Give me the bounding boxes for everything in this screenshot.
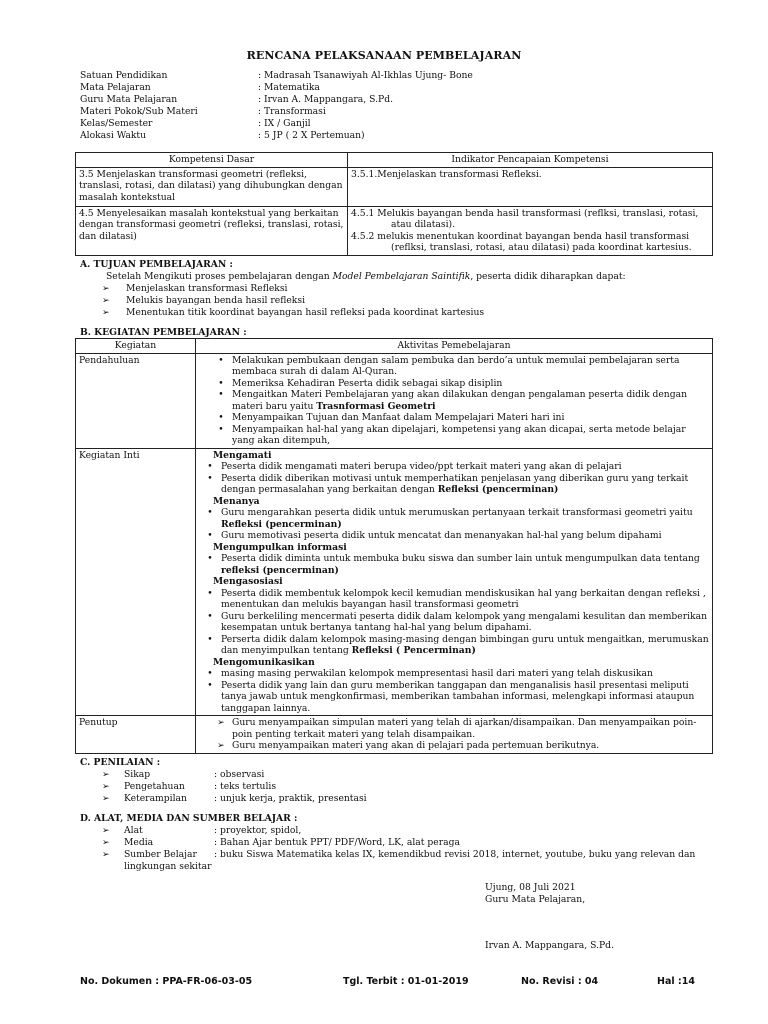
identity-value: : Madrasah Tsanawiyah Al-Ikhlas Ujung- Bone [258,70,473,81]
step-heading: Mengomunikasikan [213,656,315,668]
list-item-text: Melakukan pembukaan dengan salam pembuka dan berdo’a untuk memulai pembelajaran serta membaca surah di dalam Al-Quran. [232,354,680,377]
footer-revision: No. Revisi : 04 [521,976,599,987]
step-heading: Mengamati [213,449,272,461]
item-key: Keterampilan [124,793,187,804]
list-item [199,507,709,530]
footer-page-number: Hal :14 [657,976,695,987]
list-item-text: Guru memotivasi peserta didik untuk mencatat dan menanyakan hal-hal yang belum dipahami [221,530,662,541]
text-segment: Mengaitkan Materi Pembelajaran yang akan dilakukan dengan pengalaman peserta didik dengan materi baru yaitu [232,389,687,412]
page-title: RENCANA PELAKSANAAN PEMBELAJARAN [246,49,522,62]
phase-activities [196,448,713,716]
arrow-bullet-icon: ➢ [102,825,110,836]
bullet-icon: • [207,633,213,645]
list-item-text [232,389,709,412]
item-key: Sumber Belajar [124,849,197,860]
list-item-text [221,507,709,530]
identity-row [80,82,473,94]
ipk-cell [348,206,713,255]
signature-role: Guru Mata Pelajaran, [485,894,586,905]
item-value: : teks tertulis [214,781,277,792]
identity-key: Guru Mata Pelajaran [80,94,178,105]
section-a-heading: A. TUJUAN PEMBELAJARAN : [80,259,233,270]
intro-text: Setelah Mengikuti proses pembelajaran dengan [106,271,333,282]
list-item-text: Peserta didik yang lain dan guru memberikan tanggapan dan menganalisis hasil presentasi meliputi tanya jawab untuk mengkonfirmasi, memberikan tambahan informasi, melengkapi informasi ataupun tanggapan lainnya. [221,679,695,714]
identity-row [80,106,473,118]
list-item [199,553,709,576]
list-item [210,740,709,752]
list-item-text: Peserta didik membentuk kelompok kecil kemudian mendiskusikan hal yang berkaitan dengan refleksi , menentukan dan melukis bayangan hasil transformasi geometri [221,587,706,610]
bullet-icon: • [207,668,213,679]
list-item [102,825,695,837]
arrow-bullet-icon: ➢ [102,781,110,792]
arrow-bullet-icon: ➢ [102,837,110,848]
identity-key: Mata Pelajaran [80,82,151,93]
list-item-text: Peserta didik mengamati materi berupa video/ppt terkait materi yang akan di pelajari [221,461,622,472]
phase-activities [196,716,713,754]
item-key: Sikap [124,769,151,780]
list-item [199,611,709,634]
bullet-icon: • [207,472,213,484]
section-d-heading: D. ALAT, MEDIA DAN SUMBER BELAJAR : [80,813,298,824]
intro-text: , peserta didik diharapkan dapat: [470,271,626,282]
list-item [102,307,484,319]
section-a-intro [106,271,626,283]
item-value: : observasi [214,769,265,780]
list-item [102,283,484,295]
list-item-text: Menjelaskan transformasi Refleksi [126,283,288,294]
identity-row [80,118,473,130]
item-value: : proyektor, spidol, [214,825,302,836]
item-value: : unjuk kerja, praktik, presentasi [214,793,367,804]
list-item [210,355,709,378]
arrow-bullet-icon: ➢ [102,849,110,860]
identity-key: Satuan Pendidikan [80,70,168,81]
kd-header: Kompetensi Dasar [76,153,348,168]
list-item-text: masing masing perwakilan kelompok mempresentasi hasil dari materi yang telah diskusikan [221,668,653,679]
item-key: Pengetahuan [124,781,185,792]
list-item-text: Guru menyampaikan materi yang akan di pelajari pada pertemuan berikutnya. [232,740,600,751]
list-item-text [221,553,709,576]
identity-row [80,94,473,106]
bullet-icon: • [207,610,213,622]
identity-key: Kelas/Semester [80,118,153,129]
list-item-text [221,473,709,496]
emphasis: Refleksi (pencerminan) [221,518,342,530]
footer-document-number: No. Dokumen : PPA-FR-06-03-05 [80,976,253,987]
bullet-icon: • [207,553,213,564]
identity-value: : Transformasi [258,106,326,117]
list-item-text: Memeriksa Kehadiran Peserta didik sebagai sikap disiplin [232,377,503,389]
signature-name: Irvan A. Mappangara, S.Pd. [485,940,614,951]
phase-label: Pendahuluan [76,353,196,448]
list-item-text: Menyampaikan hal-hal yang akan dipelajari, kompetensi yang akan dicapai, serta metode belajar yang akan ditempuh, [232,423,686,446]
list-item [210,424,709,447]
identity-row [80,70,473,82]
arrow-bullet-icon: ➢ [102,793,110,804]
step-heading: Menanya [213,495,260,507]
list-item [102,295,484,307]
activities-table [75,338,713,754]
phase-activities [196,353,713,448]
list-item [102,769,367,781]
signature-date: Ujung, 08 Juli 2021 [485,882,576,893]
list-item [199,634,709,657]
list-item [102,837,695,849]
competency-table [75,152,713,256]
list-item [199,473,709,496]
list-item [199,588,709,611]
list-item-text: Melukis bayangan benda hasil refleksi [126,295,306,306]
kd-cell: 4.5 Menyelesaikan masalah kontekstual yang berkaitan dengan transformasi geometri (refleksi, translasi, rotasi, dan dilatasi) [76,206,348,255]
list-item-continuation [102,861,695,873]
phase-label: Penutup [76,716,196,754]
emphasis: refleksi (pencerminan) [221,564,339,576]
list-item-text: Guru menyampaikan simpulan materi yang telah di ajarkan/disampaikan. Dan menyampaikan poin-poin penting terkait materi yang telah disampaikan. [232,717,697,740]
resources-list [102,825,695,873]
item-key: Media [124,837,154,848]
arrow-bullet-icon: ➢ [102,295,110,306]
bullet-icon: • [218,412,224,423]
section-c-heading: C. PENILAIAN : [80,757,161,768]
identity-block [80,70,473,142]
arrow-bullet-icon: ➢ [217,717,225,728]
phase-label: Kegiatan Inti [76,448,196,716]
kd-cell: 3.5 Menjelaskan transformasi geometri (refleksi, translasi, rotasi, dan dilatasi) yang dihubungkan dengan masalah kontekstual [76,167,348,206]
identity-value: : IX / Ganjil [258,118,311,129]
list-item [210,412,709,424]
model-name: Model Pembelajaran Saintifik [332,271,471,282]
list-item-text: Menentukan titik koordinat bayangan hasil refleksi pada koordinat kartesius [126,307,485,318]
identity-value: : 5 JP ( 2 X Pertemuan) [258,130,365,141]
bullet-icon: • [207,530,213,541]
item-value: : buku Siswa Matematika kelas IX, kemendikbud revisi 2018, internet, youtube, buku yang relevan dan [214,849,696,860]
emphasis: Refleksi ( Pencerminan) [351,645,476,656]
ipk-header: Indikator Pencapaian Kompetensi [348,153,713,168]
list-item-text [221,634,709,657]
item-value: lingkungan sekitar [124,861,212,872]
text-segment: Peserta didik diminta untuk membuka buku siswa dan sumber lain untuk mengumpulkan data tentang [221,553,700,564]
list-item [210,389,709,412]
list-item [199,461,709,473]
ipk-item: 4.5.1 Melukis bayangan benda hasil transformasi (reflksi, translasi, rotasi, atau dilatasi). [351,207,699,230]
item-value: : Bahan Ajar bentuk PPT/ PDF/Word, LK, alat peraga [214,837,460,848]
ipk-cell: 3.5.1.Menjelaskan transformasi Refleksi. [348,167,713,206]
arrow-bullet-icon: ➢ [217,740,225,751]
objectives-list [102,283,484,319]
emphasis: Trasnformasi Geometri [316,400,436,412]
identity-value: : Matematika [258,82,320,93]
arrow-bullet-icon: ➢ [102,769,110,780]
list-item [199,668,709,680]
identity-row [80,130,473,142]
identity-key: Alokasi Waktu [80,130,147,141]
section-b-heading: B. KEGIATAN PEMBELAJARAN : [80,327,247,338]
identity-value: : Irvan A. Mappangara, S.Pd. [258,94,393,105]
aktivitas-header: Aktivitas Pemebelajaran [196,339,713,354]
ipk-item: 4.5.2 melukis menentukan koordinat bayangan benda hasil transformasi (reflksi, translasi, rotasi, atau dilatasi) pada koordinat kartesius. [351,230,692,253]
list-item [210,378,709,390]
bullet-icon: • [218,423,224,435]
bullet-icon: • [207,679,213,691]
bullet-icon: • [207,587,213,599]
list-item-text: Menyampaikan Tujuan dan Manfaat dalam Mempelajari Materi hari ini [232,412,565,423]
kegiatan-header: Kegiatan [76,339,196,354]
assessment-list [102,769,367,805]
bullet-icon: • [207,507,213,518]
bullet-icon: • [218,389,224,400]
arrow-bullet-icon: ➢ [102,307,110,318]
identity-key: Materi Pokok/Sub Materi [80,106,198,117]
list-item-text: Guru berkeliling mencermati peserta didik dalam kelompok yang mengalami kesulitan dan memberikan kesempatan untuk bertanya tantang hal-hal yang belum dipahami. [221,610,708,633]
list-item [102,793,367,805]
list-item [102,849,695,861]
footer-issue-date: Tgl. Terbit : 01-01-2019 [343,976,469,987]
step-heading: Mengasosiasi [213,576,283,587]
list-item [102,781,367,793]
arrow-bullet-icon: ➢ [102,283,110,294]
text-segment: Guru mengarahkan peserta didik untuk merumuskan pertanyaan terkait transformasi geometri yaitu [221,507,693,518]
bullet-icon: • [218,354,224,366]
text-segment: Peserta didik diberikan motivasi untuk memperhatikan penjelasan yang diberikan guru yang terkait dengan permasalahan yang berkaitan dengan [221,472,689,495]
emphasis: Refleksi (pencerminan) [437,484,559,495]
item-key: Alat [124,825,143,836]
list-item [199,530,709,542]
step-heading: Mengumpulkan informasi [213,541,347,553]
bullet-icon: • [218,377,224,389]
bullet-icon: • [207,461,213,472]
list-item [210,717,709,740]
text-segment: Perserta didik dalam kelompok masing-masing dengan bimbingan guru untuk mengaitkan, merumuskan dan menyimpulkan tentang [221,633,709,656]
list-item [199,680,709,715]
